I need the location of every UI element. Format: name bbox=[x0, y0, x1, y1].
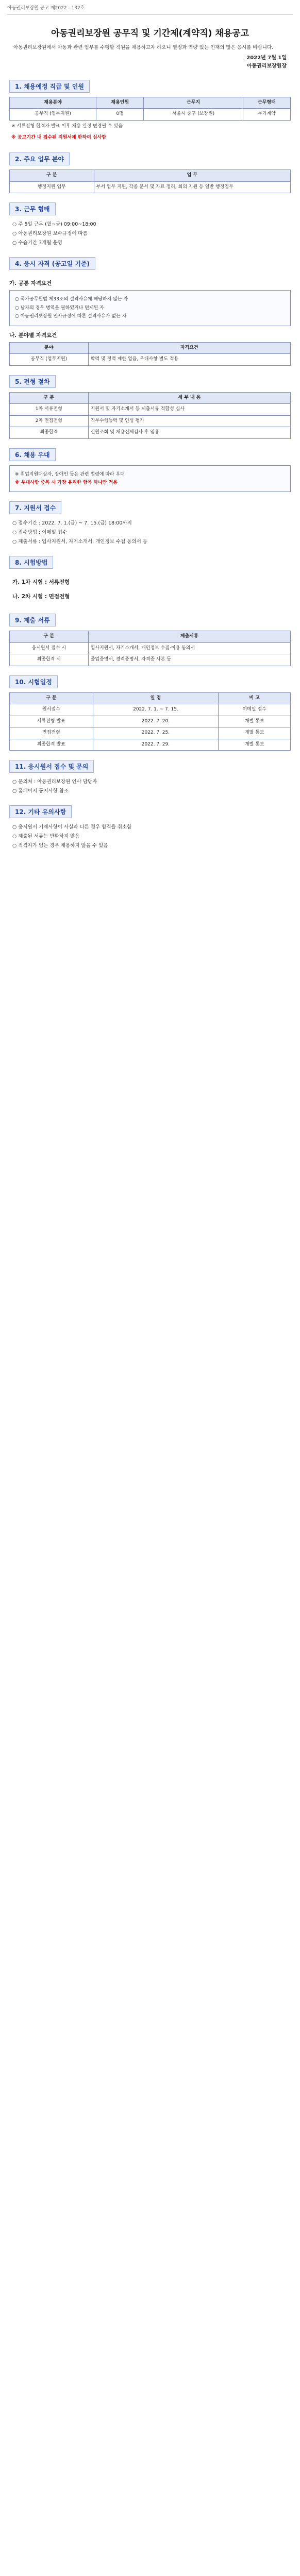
intro-paragraph: 아동권리보장원에서 아동과 관련 업무를 수행할 직원을 채용하고자 하오니 열정과 역량 있는 인재의 많은 응시를 바랍니다. bbox=[13, 45, 274, 50]
list-item: ○ 아동권리보장원 인사규정에 따른 결격사유가 없는 자 bbox=[15, 314, 127, 319]
list-item: ※ 우대사항 중복 시 가장 유리한 항목 하나만 적용 bbox=[15, 480, 118, 486]
table-row bbox=[10, 654, 291, 666]
table-cell: 지원서 및 자기소개서 등 제출서류 적합성 심사 bbox=[88, 404, 290, 416]
document-header bbox=[0, 0, 300, 11]
table-cell: 입사지원서, 자기소개서, 개인정보 수집·이용 동의서 bbox=[88, 642, 290, 654]
table-header: 분야 bbox=[10, 342, 89, 354]
section-title: 6. 채용 우대 bbox=[9, 448, 56, 461]
table-header: 비 고 bbox=[219, 692, 291, 704]
table-header: 근무지 bbox=[144, 97, 243, 109]
dateline bbox=[0, 52, 300, 71]
section-title: 3. 근무 형태 bbox=[9, 202, 56, 215]
announcement-number: 아동권리보장원 공고 제2022 - 132호 bbox=[7, 6, 85, 11]
table-cell: 응시원서 접수 시 bbox=[10, 642, 89, 654]
table-cell: 공무직 (업무지원) bbox=[10, 109, 96, 121]
table-header: 구 분 bbox=[10, 692, 93, 704]
section-title: 2. 주요 업무 분야 bbox=[9, 152, 70, 165]
table-header: 구 분 bbox=[10, 170, 94, 182]
table-header: 근무형태 bbox=[243, 97, 290, 109]
table-cell: 최종합격 발표 bbox=[10, 739, 93, 751]
schedule-table bbox=[9, 692, 291, 751]
section-title: 4. 응시 자격 (공고일 기준) bbox=[9, 257, 95, 270]
section-1 bbox=[9, 71, 291, 144]
subheading: 가. 1차 시험 : 서류전형 bbox=[12, 579, 70, 586]
list-item: ※ 취업지원대상자, 장애인 등은 관련 법령에 따라 우대 bbox=[15, 471, 125, 477]
table-row bbox=[10, 642, 291, 654]
documents-table bbox=[9, 631, 291, 666]
process-table bbox=[9, 392, 291, 439]
section-title: 1. 채용예정 직급 및 인원 bbox=[9, 80, 90, 93]
table-cell: 1차 서류전형 bbox=[10, 404, 89, 416]
recruitment-table bbox=[9, 97, 291, 121]
section-10 bbox=[9, 666, 291, 751]
section-title: 12. 기타 유의사항 bbox=[9, 805, 72, 818]
table-row bbox=[10, 181, 291, 193]
section-title: 5. 전형 절차 bbox=[9, 375, 56, 388]
table-cell: 2차 면접전형 bbox=[10, 415, 89, 427]
list-item: ○ 문의처 : 아동권리보장원 인사 담당자 bbox=[12, 779, 97, 785]
table-cell: 2022. 7. 29. bbox=[93, 739, 219, 751]
list-item: ○ 아동권리보장원 보수규정에 따름 bbox=[12, 231, 88, 237]
table-header: 구 분 bbox=[10, 392, 89, 404]
table-header: 채용인원 bbox=[96, 97, 144, 109]
table-cell: 서류전형 발표 bbox=[10, 716, 93, 727]
table-row bbox=[10, 109, 291, 121]
section-3 bbox=[9, 193, 291, 247]
issuing-org: 아동권리보장원장 bbox=[246, 63, 287, 69]
table-cell: 졸업증명서, 경력증명서, 자격증 사본 등 bbox=[88, 654, 290, 666]
section-7 bbox=[9, 492, 291, 546]
table-row bbox=[10, 415, 291, 427]
list-item: ○ 적격자가 없는 경우 채용하지 않을 수 있음 bbox=[12, 842, 108, 849]
table-cell: 2022. 7. 20. bbox=[93, 716, 219, 727]
section-title: 11. 응시원서 접수 및 문의 bbox=[9, 760, 94, 773]
note: ※ 서류전형 합격자 발표 이후 채용 일정 변경될 수 있음 bbox=[11, 123, 123, 129]
table-cell: 최종합격 시 bbox=[10, 654, 89, 666]
section-title: 8. 시험방법 bbox=[9, 556, 53, 569]
section-5 bbox=[9, 366, 291, 439]
table-row bbox=[10, 739, 291, 751]
table-cell: 0명 bbox=[96, 109, 144, 121]
list-item: ○ 주 5일 근무 (월~금) 09:00~18:00 bbox=[12, 222, 96, 228]
table-header: 제출서류 bbox=[88, 631, 290, 643]
qualification-table bbox=[9, 342, 291, 366]
table-cell: 면접전형 bbox=[10, 727, 93, 739]
section-11 bbox=[9, 751, 291, 795]
table-cell: 행정지원 업무 bbox=[10, 181, 94, 193]
list-item: ○ 제출서류 : 입사지원서, 자기소개서, 개인정보 수집 동의서 등 bbox=[12, 538, 147, 545]
list-item: ○ 홈페이지 공지사항 참조 bbox=[12, 788, 69, 794]
section-9 bbox=[9, 604, 291, 666]
table-row bbox=[10, 727, 291, 739]
table-cell: 공무직 (업무지원) bbox=[10, 354, 89, 366]
table-cell: 2022. 7. 25. bbox=[93, 727, 219, 739]
section-4 bbox=[9, 248, 291, 365]
table-row bbox=[10, 427, 291, 439]
announcement-date: 2022년 7월 1일 bbox=[246, 55, 287, 61]
list-item: ○ 접수방법 : 이메일 접수 bbox=[12, 530, 68, 536]
table-header: 구 분 bbox=[10, 631, 89, 643]
table-cell: 개별 통보 bbox=[219, 716, 291, 727]
table-cell: 원서접수 bbox=[10, 704, 93, 716]
table-cell: 직무수행능력 및 인성 평가 bbox=[88, 415, 290, 427]
document-title: 아동권리보장원 공무직 및 기간제(계약직) 채용공고 bbox=[51, 28, 249, 39]
section-title: 9. 제출 서류 bbox=[9, 614, 56, 626]
table-header: 채용분야 bbox=[10, 97, 96, 109]
list-item: ○ 제출된 서류는 반환하지 않음 bbox=[12, 834, 80, 840]
table-row bbox=[10, 404, 291, 416]
table-cell: 개별 통보 bbox=[219, 739, 291, 751]
table-cell: 학력 및 경력 제한 없음, 우대사항 별도 적용 bbox=[88, 354, 290, 366]
section-6 bbox=[9, 439, 291, 493]
table-row bbox=[10, 354, 291, 366]
note: ※ 공고기간 내 접수된 지원서에 한하여 심사함 bbox=[11, 135, 107, 141]
table-cell: 부서 업무 지원, 각종 문서 및 자료 정리, 회의 지원 등 일반 행정업무 bbox=[94, 181, 291, 193]
table-cell: 최종합격 bbox=[10, 427, 89, 439]
table-row bbox=[10, 704, 291, 716]
duties-table bbox=[9, 170, 291, 193]
table-header: 일 정 bbox=[93, 692, 219, 704]
table-cell: 개별 통보 bbox=[219, 727, 291, 739]
list-item: ○ 응시원서 기재사항이 사실과 다른 경우 합격을 취소함 bbox=[12, 824, 132, 831]
list-item: ○ 남자의 경우 병역을 필하였거나 면제된 자 bbox=[15, 305, 104, 311]
list-item: ○ 접수기간 : 2022. 7. 1.(금) ~ 7. 15.(금) 18:00까지 bbox=[12, 520, 132, 527]
subheading: 나. 2차 시험 : 면접전형 bbox=[12, 593, 70, 600]
table-cell: 이메일 접수 bbox=[219, 704, 291, 716]
list-item: ○ 국가공무원법 제33조의 결격사유에 해당하지 않는 자 bbox=[15, 297, 128, 302]
table-header: 업 무 bbox=[94, 170, 291, 182]
table-cell: 무기계약 bbox=[243, 109, 290, 121]
table-header: 자격요건 bbox=[88, 342, 290, 354]
section-title: 7. 지원서 접수 bbox=[9, 501, 61, 514]
table-row bbox=[10, 716, 291, 727]
section-8 bbox=[9, 547, 291, 601]
table-cell: 서울시 중구 (보장원) bbox=[144, 109, 243, 121]
table-cell: 2022. 7. 1. ~ 7. 15. bbox=[93, 704, 219, 716]
list-item: ○ 수습기간 3개월 운영 bbox=[12, 240, 62, 246]
section-2 bbox=[9, 143, 291, 193]
section-12 bbox=[9, 796, 291, 850]
table-cell: 신원조회 및 채용신체검사 후 임용 bbox=[88, 427, 290, 439]
table-header: 세 부 내 용 bbox=[88, 392, 290, 404]
section-title: 10. 시험일정 bbox=[9, 675, 58, 688]
subheading: 가. 공통 자격요건 bbox=[9, 280, 52, 287]
subheading: 나. 분야별 자격요건 bbox=[9, 332, 57, 338]
